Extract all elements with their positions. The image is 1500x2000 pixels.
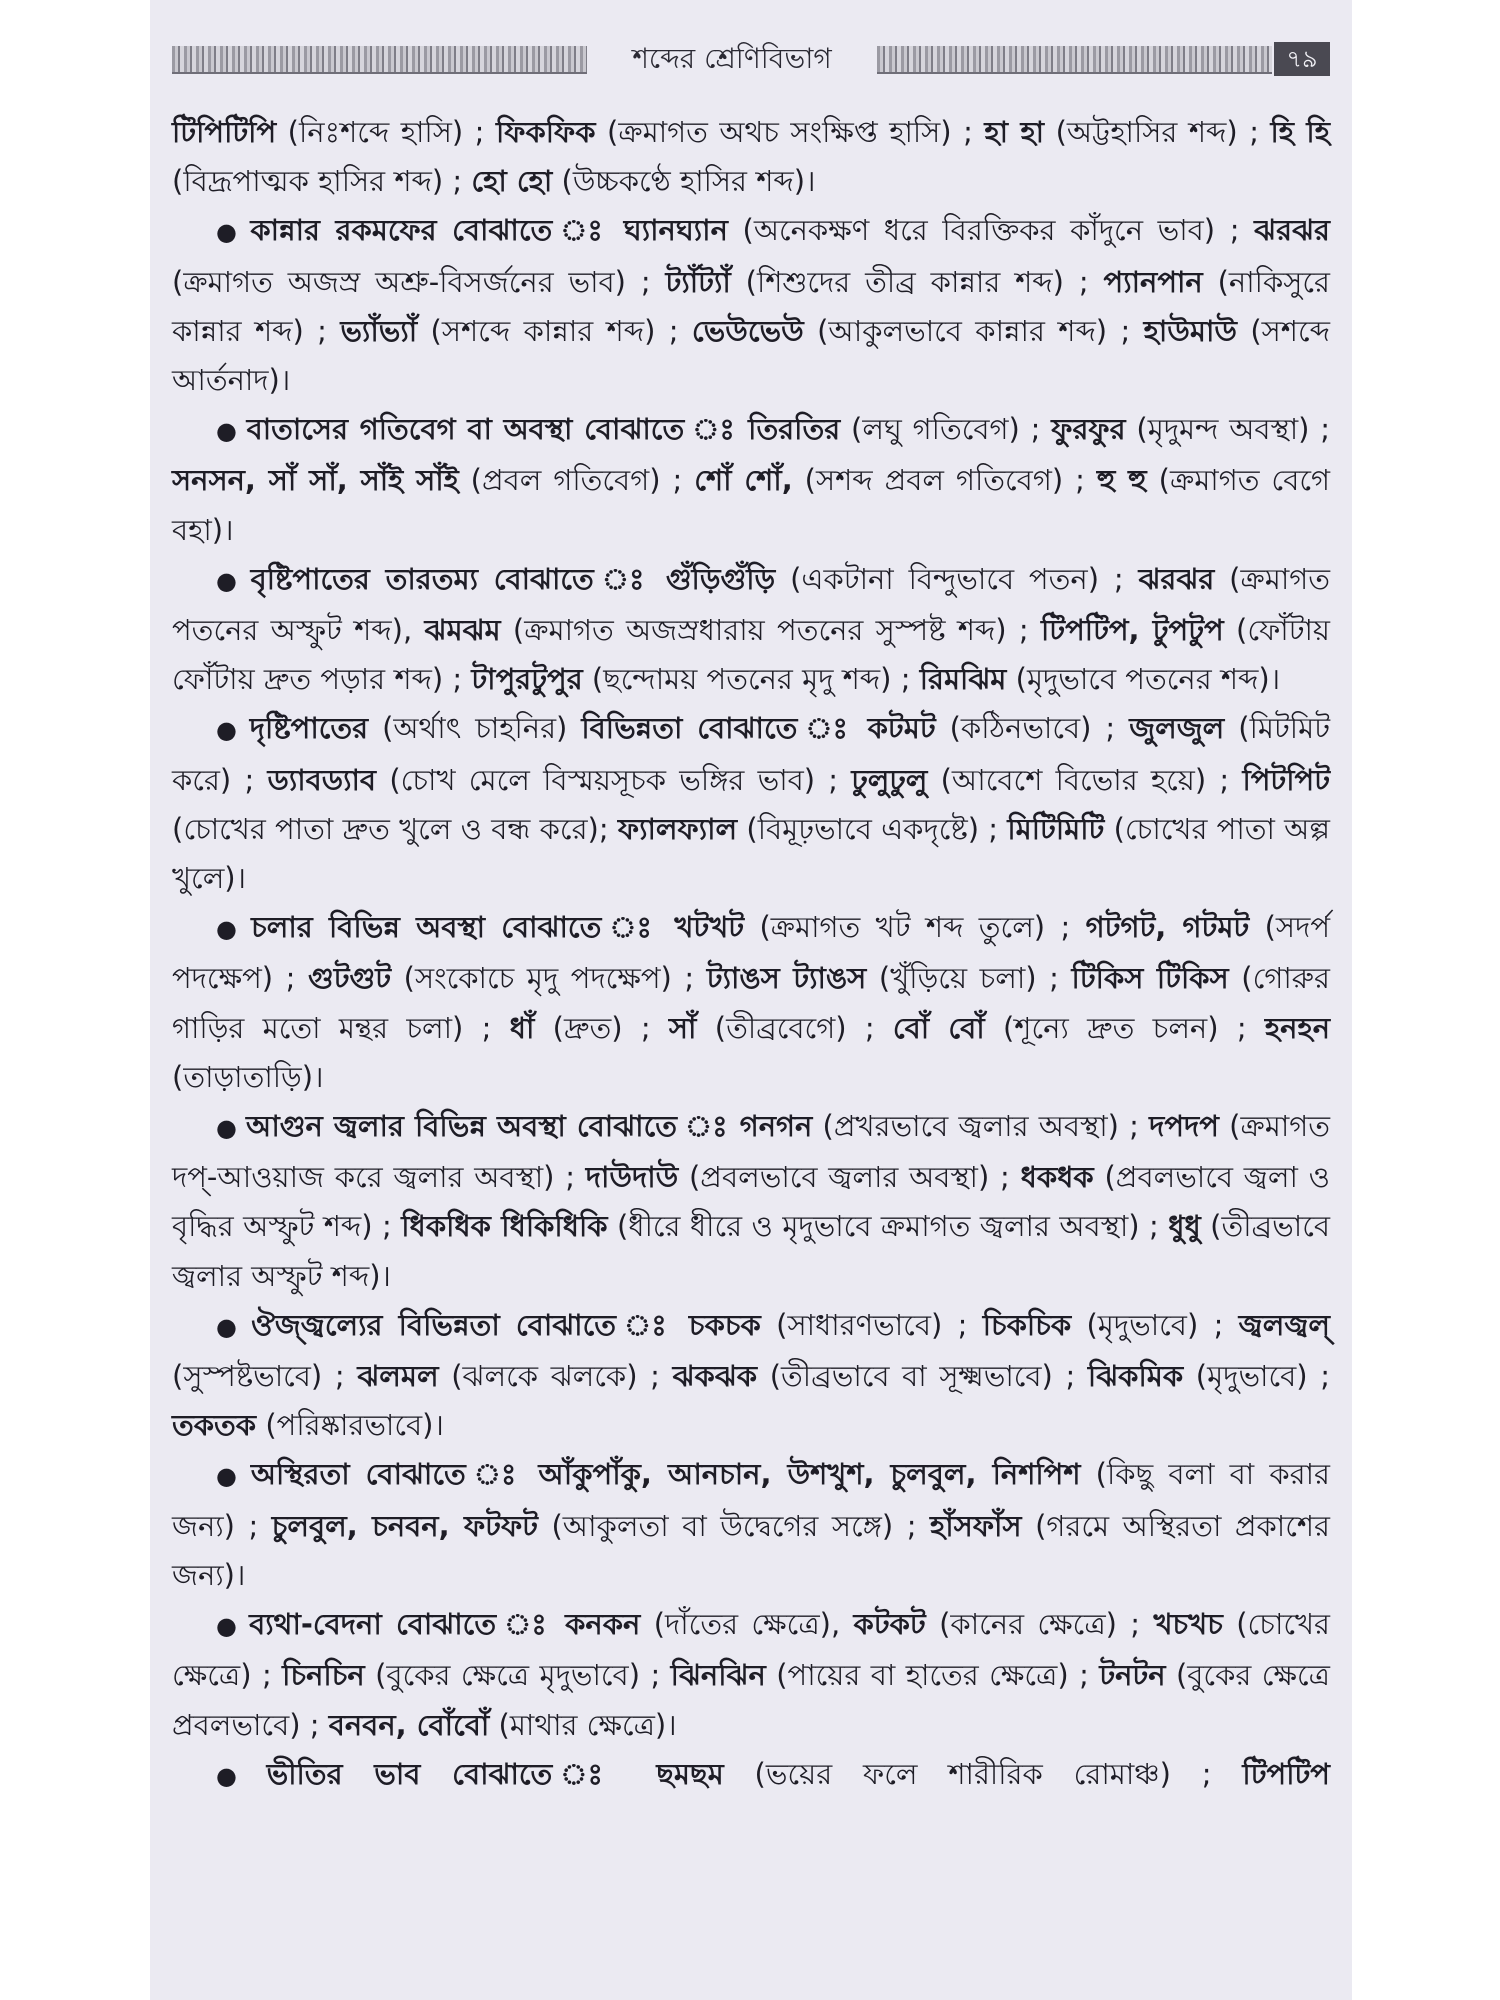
definition-text: (অর্থাৎ চাহনির) (368, 711, 582, 746)
definition-text: (কঠিনভাবে) ; (935, 711, 1130, 746)
headword: দাউদাউ (585, 1160, 679, 1195)
definition-text: (উচ্চকণ্ঠে হাসির শব্দ)। (552, 164, 816, 199)
definition-text: (ক্রমাগত পতনের অস্ফুট শব্দ), (172, 561, 1330, 648)
headword: আগুন জ্বলার বিভিন্ন অবস্থা বোঝাতে ঃ গনগন (245, 1109, 813, 1144)
definition-text: (আকুলভাবে কান্নার শব্দ) ; (803, 313, 1144, 348)
definition-text: (বিমূঢ়ভাবে একদৃষ্টে) ; (737, 811, 1008, 846)
headword: ধুধু (1168, 1209, 1201, 1244)
headword: অস্থিরতা বোঝাতে ঃ আঁকুপাঁকু, আনচান, উশখুশ, চুলবুল, নিশপিশ (250, 1457, 1081, 1492)
definition-text: (তীব্রবেগে) ; (696, 1010, 893, 1045)
bulleted-paragraph (172, 405, 1330, 555)
headword: টিকিস টিকিস (1071, 961, 1229, 996)
headword: জুলজুল (1129, 711, 1225, 746)
bulleted-paragraph (172, 555, 1330, 705)
definition-text: (তীব্রভাবে বা সূক্ষ্মভাবে) ; (757, 1359, 1088, 1394)
book-page (150, 0, 1352, 2000)
headword: প্যানপান (1103, 264, 1203, 299)
definition-text: (সংকোচে মৃদু পদক্ষেপ) ; (391, 961, 707, 996)
definition-text: (ক্রমাগত অথচ সংক্ষিপ্ত হাসি) ; (595, 115, 985, 149)
bulleted-paragraph (172, 1301, 1330, 1451)
definition-text: (তীব্রভাবে জ্বলার অস্ফুট শব্দ)। (172, 1209, 1330, 1293)
definition-text: (অনেকক্ষণ ধরে বিরক্তিকর কাঁদুনে ভাব) ; (727, 213, 1255, 248)
headword: ঝরঝর (1254, 213, 1330, 248)
definition-text: (শিশুদের তীব্র কান্নার শব্দ) ; (730, 264, 1104, 299)
definition-text: (সশব্দ প্রবল গতিবেগ) ; (792, 463, 1097, 498)
definition-text: (ক্রমাগত খট শব্দ তুলে) ; (744, 910, 1086, 945)
headword: চিকচিক (982, 1307, 1072, 1342)
headword: চুলবুল, চনবন, ফটফট (271, 1508, 538, 1543)
headword: ধিকধিক ধিকিধিকি (401, 1209, 608, 1244)
definition-text: (সাধারণভাবে) ; (760, 1307, 983, 1342)
definition-text: (পরিষ্কারভাবে)। (256, 1408, 444, 1443)
headword: টিপটিপ, টুপটুপ (1040, 613, 1224, 648)
bulleted-paragraph (172, 206, 1330, 405)
definition-text: (সদর্প পদক্ষেপ) ; (172, 910, 1330, 996)
headword: গটগট, গটমট (1085, 910, 1250, 945)
headword: ফ্যালফ্যাল (617, 811, 738, 846)
headword: বাতাসের গতিবেগ বা অবস্থা বোঝাতে ঃ তিরতির (246, 412, 841, 447)
definition-text: (নিঃশব্দে হাসি) ; (276, 115, 496, 149)
definition-text: (গোরুর গাড়ির মতো মন্থর চলা) ; (172, 961, 1330, 1045)
bulleted-paragraph (172, 1450, 1330, 1600)
headword: ড্যাবড্যাব (267, 762, 377, 797)
headword: সনসন, সাঁ সাঁ, সাঁই সাঁই (172, 463, 459, 498)
headword: ব্যথা-বেদনা বোঝাতে ঃ কনকন (249, 1607, 641, 1642)
headword: গুটগুট (308, 961, 392, 996)
definition-text: (লঘু গতিবেগ) ; (840, 412, 1052, 447)
bulleted-paragraph (172, 1600, 1330, 1750)
headword: হি হি (1270, 115, 1330, 149)
bulleted-paragraph (172, 704, 1330, 903)
definition-text: (ধীরে ধীরে ও মৃদুভাবে ক্রমাগত জ্বলার অবস্থা) ; (607, 1209, 1169, 1244)
headword: খচখচ (1153, 1607, 1223, 1642)
definition-text: (আকুলতা বা উদ্বেগের সঙ্গে) ; (537, 1508, 931, 1543)
definition-text: (প্রবলভাবে জ্বলা ও বৃদ্ধির অস্ফুট শব্দ) ; (172, 1160, 1330, 1244)
definition-text: (নাকিসুরে কান্নার শব্দ) ; (172, 264, 1330, 348)
definition-text: (চোখের পাতা অল্প খুলে)। (172, 811, 1330, 896)
headword: সাঁ (668, 1010, 697, 1045)
bulleted-paragraph (172, 903, 1330, 1102)
definition-text: (চোখ মেলে বিস্ময়সূচক ভঙ্গির ভাব) ; (376, 762, 852, 797)
definition-text: (একটানা বিন্দুভাবে পতন) ; (775, 561, 1139, 596)
definition-text: (মৃদুভাবে পতনের শব্দ)। (1006, 662, 1281, 697)
definition-text: (মৃদুমন্দ অবস্থা) ; (1125, 412, 1331, 447)
definition-text: (তাড়াতাড়ি)। (172, 1059, 324, 1094)
definition-text: (ঝলকে ঝলকে) ; (438, 1359, 673, 1394)
headword: ঝমঝম (424, 613, 501, 648)
definition-text: (সুস্পষ্টভাবে) ; (172, 1359, 358, 1394)
definition-text: (বুকের ক্ষেত্রে প্রবলভাবে) ; (172, 1658, 1330, 1742)
definition-text: (খুঁড়িয়ে চলা) ; (866, 961, 1072, 996)
headword: চলার বিভিন্ন অবস্থা বোঝাতে ঃ খটখট (251, 910, 745, 945)
header-ornament-right (877, 46, 1272, 74)
headword: দৃষ্টিপাতের (249, 711, 369, 746)
headword: রিমঝিম (919, 662, 1007, 697)
headword: পিটপিট (1242, 762, 1331, 797)
definition-text: (বুকের ক্ষেত্রে মৃদুভাবে) ; (364, 1658, 671, 1693)
headword: ধকধক (1020, 1160, 1094, 1195)
headword: ঝিনঝিন (670, 1658, 766, 1693)
definition-text: (ভয়ের ফলে শারীরিক রোমাঞ্চ) ; (723, 1756, 1243, 1791)
definition-text: (মৃদুভাবে) ; (1071, 1307, 1239, 1342)
headword: ঢুলুঢুলু (851, 762, 928, 797)
definition-text: (প্রখরভাবে জ্বলার অবস্থা) ; (812, 1109, 1150, 1144)
headword: শোঁ শোঁ, (694, 463, 793, 498)
definition-text: (প্রবল গতিবেগ) ; (458, 463, 695, 498)
definition-text: (গরমে অস্থিরতা প্রকাশের জন্য)। (172, 1508, 1330, 1592)
definition-text: (চোখের পাতা দ্রুত খুলে ও বন্ধ করে); (172, 811, 618, 846)
headword: বৃষ্টিপাতের তারতম্য বোঝাতে ঃ গুঁড়িগুঁড়ি (250, 561, 776, 596)
definition-text: (মাথার ক্ষেত্রে)। (489, 1707, 677, 1742)
definition-text: (প্রবলভাবে জ্বলার অবস্থা) ; (678, 1160, 1021, 1195)
headword: কান্নার রকমফের বোঝাতে ঃ ঘ্যানঘ্যান (250, 213, 728, 248)
definition-text: (মিটমিট করে) ; (172, 711, 1330, 797)
headword: ভ্যাঁভ্যাঁ (340, 313, 418, 348)
headword: তকতক (172, 1408, 257, 1443)
headword: বোঁ বোঁ (892, 1010, 985, 1045)
definition-text: (বিদ্রূপাত্মক হাসির শব্দ) ; (172, 164, 472, 199)
bulleted-paragraph (172, 1102, 1330, 1301)
headword: কটকট (853, 1607, 926, 1642)
definition-text: (সশব্দে কান্নার শব্দ) ; (417, 313, 692, 348)
headword: ট্যাঙস ট্যাঙস (706, 961, 867, 996)
headword: ঝরঝর (1138, 561, 1215, 596)
chapter-title: শব্দের শ্রেণিবিভাগ (632, 42, 832, 75)
definition-text: (মৃদুভাবে) ; (1183, 1359, 1330, 1394)
definition-text: (শূন্যে দ্রুত চলন) ; (984, 1010, 1265, 1045)
bulleted-paragraph (172, 1750, 1330, 1801)
headword: টনটন (1099, 1658, 1166, 1693)
definition-text: (ক্রমাগত দপ্-আওয়াজ করে জ্বলার অবস্থা) ; (172, 1109, 1330, 1195)
definition-text: (ক্রমাগত অজস্রধারায় পতনের সুস্পষ্ট শব্দ) ; (500, 613, 1041, 648)
definition-text: (পায়ের বা হাতের ক্ষেত্রে) ; (765, 1658, 1100, 1693)
headword: বনবন, বোঁবোঁ (328, 1707, 490, 1742)
headword: ঝকঝক (672, 1359, 758, 1394)
definition-text: (দ্রুত) ; (534, 1010, 669, 1045)
headword: ধাঁ (509, 1010, 535, 1045)
headword: ভীতির ভাব বোঝাতে ঃ ছমছম (266, 1756, 724, 1791)
headword: হা হা (984, 115, 1045, 149)
definition-text: (সশব্দে আর্তনাদ)। (172, 313, 1330, 398)
headword: হাঁসফাঁস (930, 1508, 1022, 1543)
headword: টিপটিপ (1242, 1756, 1330, 1791)
definition-text: (দাঁতের ক্ষেত্রে), (640, 1607, 854, 1642)
definition-text: (ক্রমাগত অজস্র অশ্রু-বিসর্জনের ভাব) ; (172, 264, 666, 299)
definition-text: (চোখের ক্ষেত্রে) ; (172, 1607, 1331, 1693)
page-body-text (172, 108, 1330, 1801)
headword: দপদপ (1149, 1109, 1219, 1144)
headword: মিটিমিটি (1007, 811, 1105, 846)
headword: ভেউভেউ (691, 313, 804, 348)
headword: হো হো (471, 164, 553, 199)
page-number: ৭৯ (1274, 42, 1330, 76)
definition-text: (আবেশে বিভোর হয়ে) ; (927, 762, 1243, 797)
headword: ঔজ্জ্বল্যের বিভিন্নতা বোঝাতে ঃ চকচক (251, 1307, 761, 1342)
headword: টিপিটিপি (172, 115, 277, 149)
paragraph (172, 108, 1330, 206)
headword: হনহন (1264, 1010, 1331, 1045)
definition-text: (কানের ক্ষেত্রে) ; (925, 1607, 1154, 1642)
headword: ফিকফিক (495, 115, 596, 149)
headword: ফুরফুর (1051, 412, 1126, 447)
definition-text: (ছন্দোময় পতনের মৃদু শব্দ) ; (582, 662, 920, 697)
headword: টাপুরটুপুর (471, 662, 583, 697)
headword: বিভিন্নতা বোঝাতে ঃ কটমট (581, 711, 936, 746)
headword: চিনচিন (282, 1658, 365, 1693)
headword: ঝিকমিক (1087, 1359, 1184, 1394)
headword: ঝলমল (357, 1359, 439, 1394)
header-ornament-left (172, 46, 587, 74)
definition-text: (ক্রমাগত বেগে বহা)। (172, 463, 1330, 547)
headword: ট্যাঁট্যাঁ (665, 264, 731, 299)
headword: জ্বলজ্বল্ (1238, 1307, 1330, 1342)
definition-text: (ফোঁটায় ফোঁটায় দ্রুত পড়ার শব্দ) ; (172, 613, 1330, 697)
definition-text: (কিছু বলা বা করার জন্য) ; (172, 1457, 1330, 1543)
headword: হাউমাউ (1143, 313, 1237, 348)
headword: হু হু (1096, 463, 1147, 498)
running-header (172, 40, 1332, 78)
definition-text: (অট্টহাসির শব্দ) ; (1044, 115, 1271, 149)
